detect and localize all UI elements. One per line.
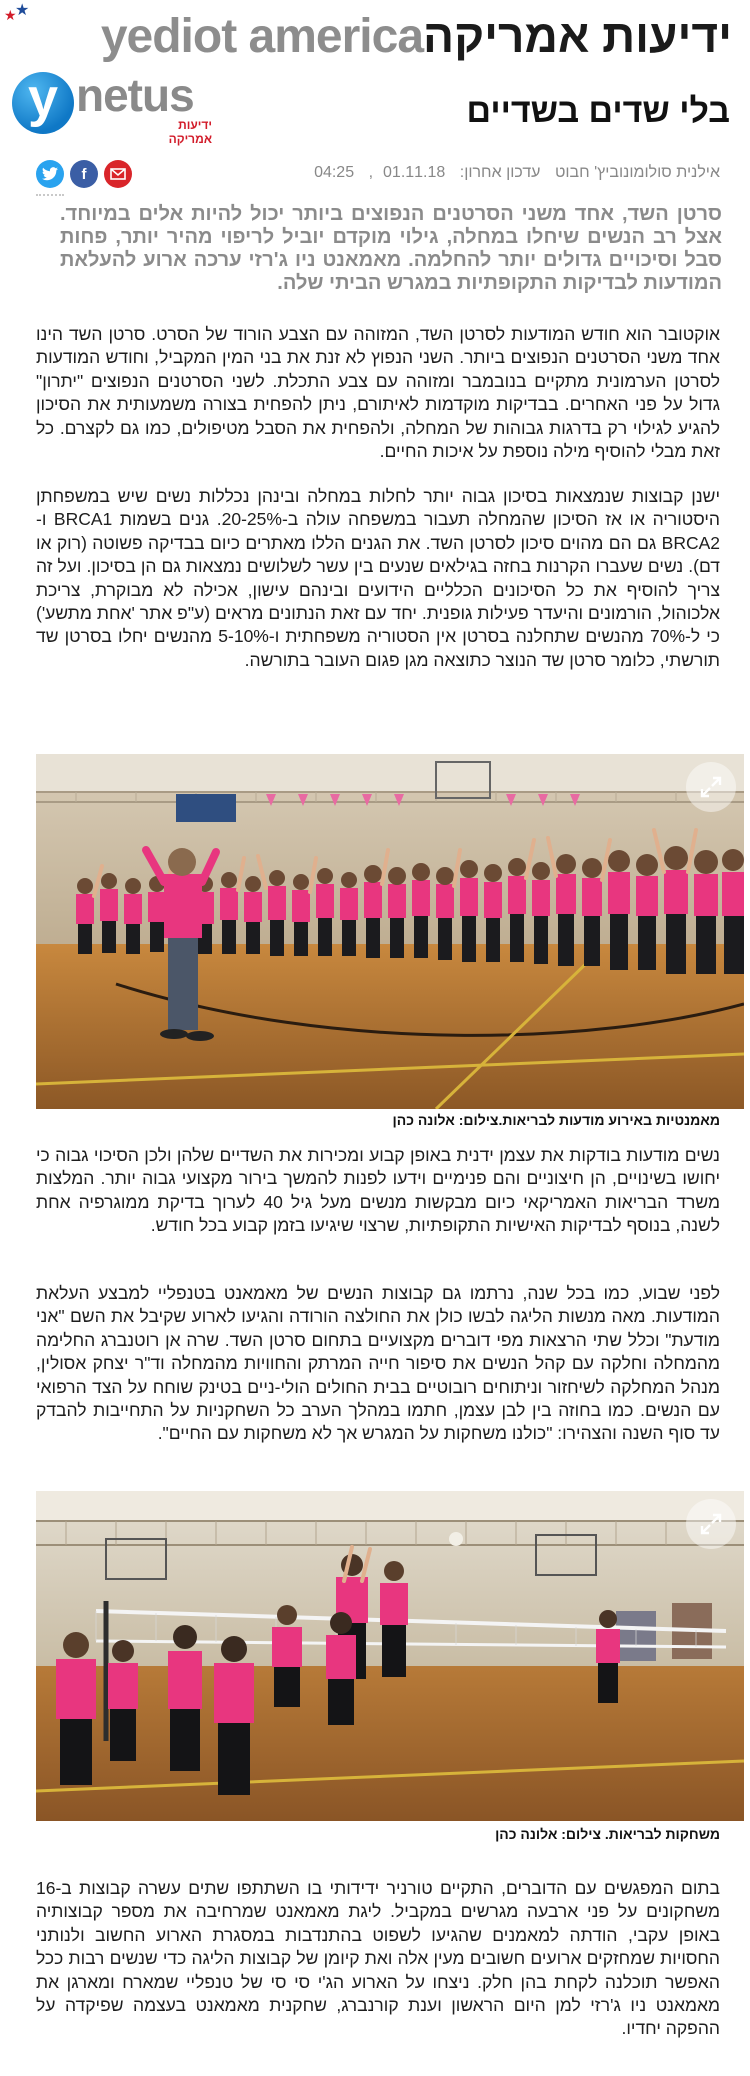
article-lead: סרטן השד, אחד משני הסרטנים הנפוצים ביותר יכול להיות אלים במיוחד. אצל רב הנשים שיחלו במחלה, גילוי מוקדם יוביל לריפוי מהיר יותר, פחות סבל וסיכויים גדולים יותר להחלמה. מאמאנט ניו ג'רזי ערכה ארוע להעלאת המודעות לבדיקות התקופתיות במגרש הביתי שלה.: [60, 203, 722, 294]
photo-1-illustration: [36, 754, 744, 1109]
expand-photo-2-icon[interactable]: [686, 1499, 736, 1549]
article-time: 04:25: [314, 164, 355, 181]
expand-photo-1-icon[interactable]: [686, 762, 736, 812]
photo-2-illustration: [36, 1491, 744, 1821]
share-buttons: [36, 160, 132, 188]
paragraph-1: אוקטובר הוא חודש המודעות לסרטן השד, המזוהה עם הצבע הורוד של הסרט. סרטן השד הינו אחד משני הסרטנים הנפוצים ביותר. השני הנפוץ לא זנת את בני המין המקביל, וחודש המודעות לסרטן הערמונית מתקיים בנובמבר ומזוהה עם צבע התכלת. לשני הסרטנים הנפוצים "יתרון" גדול על פני האחרים. בבדיקות מוקדמות לאיתורם, ניתן להפחית בצורה משמעותית את הסיכון להגיע לגילוי רק בדרגות גבוהות של המחלה, ולהפחית את הסבל מטיפולים, כמו גם לקצרם. כל זאת מבלי להוסיף מילה נוספת על איכות החיים.: [36, 324, 720, 462]
divider-dots: [36, 194, 64, 196]
star-red-icon: ★: [4, 7, 17, 23]
mail-share-icon[interactable]: [104, 160, 132, 188]
article-photo-1[interactable]: [36, 754, 744, 1109]
paragraph-4: לפני שבוע, כמו בכל שנה, נרתמו גם קבוצות הנשים של מאמאנט בטנפליי למבצע העלאת המודעות. מאה מנשות הליגה לבשו כולן את החולצה הורודה והגיעו לארוע שקיבל את השם "אני מודעת" וכלל שתי הרצאות מפי דוברים מקצועיים בתחום סרטן השד. שרה אן רוטנברג החלימה מהמחלה וחלקה עם קהל הנשים את סיפור חייה המרתק והחוויות מהמחלה וד"ר יצחק אסולין, מנהל המחלקה לשיחזור וניתוחים רובוטיים בבית החולים הולי-ניים בטינק שוחח על הצד הרפואי עם הנשים. כמו בחוזה בין לבן עצמן, חתמו במהלך הערב כל השחקניות על התחייבות להבדק עד סוף השנה והצהירו: "כולנו משחקות על המגרש אך לא משחקות עם החיים".: [36, 1283, 720, 1444]
twitter-share-icon[interactable]: [36, 160, 64, 188]
facebook-share-icon[interactable]: f: [70, 160, 98, 188]
masthead[interactable]: [89, 6, 732, 66]
photo-1-caption: מאמנטיות באירוע מודעות לבריאות.צילום: אלונה כהן: [392, 1112, 720, 1128]
ynetus-logo[interactable]: [12, 68, 212, 146]
article-meta: [36, 158, 720, 190]
site-header: [0, 0, 750, 70]
byline: אילנית סולומונוביץ' חבוט עדכון אחרון: 01.11.18, 04:25: [314, 164, 720, 181]
author-name: אילנית סולומונוביץ' חבוט: [554, 164, 720, 181]
paragraph-5: בתום המפגשים עם הדוברים, התקיים טורניר ידידותי בו השתתפו שתים עשרה קבוצות ב-16 משחקונים על פני ארבעה מגרשים במקביל. ליגת מאמאנט שמרחיבה את מספר קבוצותיה באופן עקבי, הודתה למאמנים שהגיעו לשפוט בהתנדבות במסגרת הארוע החשוב ולנותני החסויות שמחזקים ארועים חשובים מעין אלה ואת קיומן של קבוצות הליגה כדי שנשים רבות ככל האפשר תוכלנה לקחת בהן חלק. ניצחו על הארוע הג'י סי סי של טנפליי שמארח ומארגן את מאמאנט ניו ג'רזי למן היום הראשון וענת קורנברג, שחקנית מאמאנט בעצמה שפיקדה על ההפקה יחדיו.: [36, 1878, 720, 2039]
article-title: בלי שדים בשדיים: [466, 92, 730, 130]
paragraph-2: ישנן קבוצות שנמצאות בסיכון גבוה יותר לחלות במחלה ובינהן נכללות נשים שיש במשפחתן היסטוריה או אז הסיכון שהמחלה תעבור במשפחה עולה ב-20-25%. גנים בשמות BRCA1 ו- BRCA2 גם הם מהוים סיכון לסרטן השד. את הגנים הללו מאתרים כיום בבדיקה פשוטה (רוק או דם). נשים שעברו הקרנות בחזה בגילאים שנעים בין עשר לשלושים נמצאות גם הן בסיכון. ועל זה צריך להוסיף את כל הסיכונים הכלליים הידועים ובינהם עישון, אכילה לא מבוקרת, צריכת אלכוהול, הורמונים והיעדר פעילות גופנית. יחד עם זאת הנתונים מראים (ע"פ אתר 'אחת מתשע') כי ל-70% מהנשים שתחלנה בסרטן אין הסטוריה משפחתית ו-5-10% מהנשים יחלו בסרטן שד תורשתי, כלומר סרטן שד הנוצר כתוצאה מגן פגום העובר בתורשה.: [36, 486, 720, 670]
logo-letter: y: [27, 68, 59, 128]
updated-label: עדכון אחרון:: [459, 164, 541, 181]
brand-english: yediot america: [100, 9, 424, 63]
brand-hebrew: ידיעות אמריקה: [423, 10, 732, 62]
star-blue-icon: ★: [15, 2, 30, 19]
logo-subtitle: ידיעות אמריקה: [168, 118, 212, 146]
article-date: 01.11.18: [383, 164, 446, 181]
logo-word: netus: [76, 69, 194, 121]
photo-2-caption: משחקות לבריאות. צילום: אלונה כהן: [495, 1826, 720, 1842]
paragraph-3: נשים מודעות בודקות את עצמן ידנית באופן קבוע ומכירות את השדיים שלהן ולכן הסיכוי גבוה כי יחושו בשינויים, הן חיצוניים והם פנימיים וידעו לפנות להמשך בירור מקצועי גבוה יותר. המלצות משרד הבריאות האמריקאי כיום מבקשות מנשים מעל גיל 40 לערוך בדיקת ממוגרפיה אחת לשנה, בנוסף לבדיקות האישיות התקופתיות, שרצוי שיגיעו בזמן קבוע בכל חודש.: [36, 1145, 720, 1236]
article-photo-2[interactable]: [36, 1491, 744, 1821]
